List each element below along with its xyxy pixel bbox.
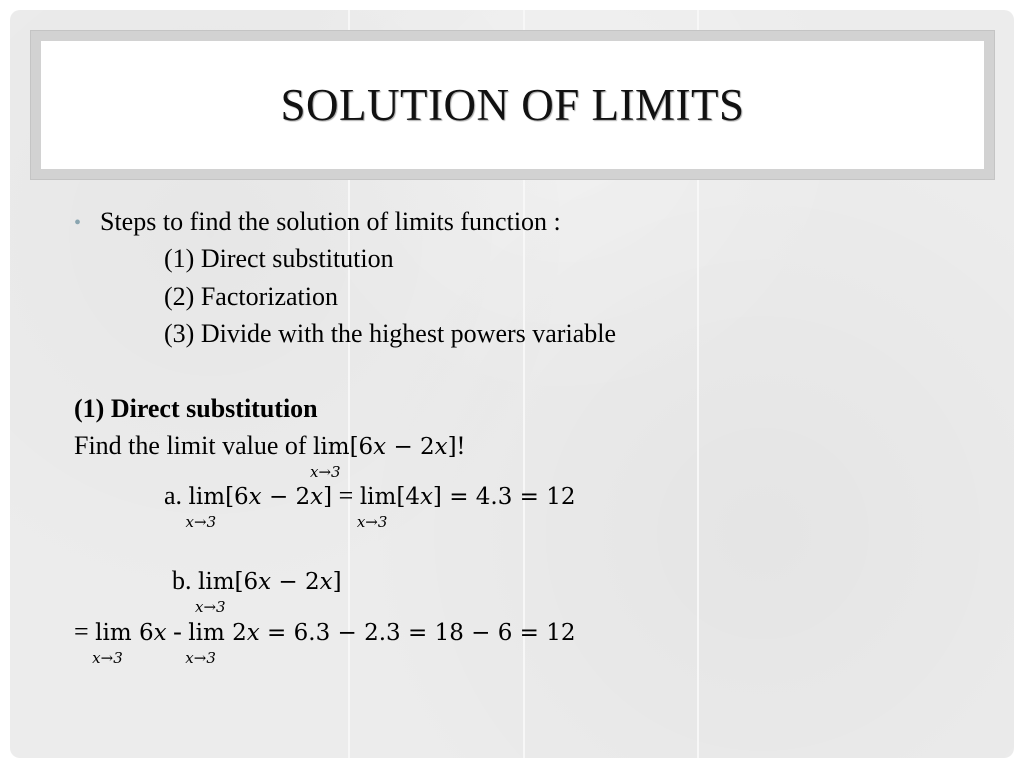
intro-text: Steps to find the solution of limits function :: [100, 207, 561, 236]
bullet-item: [74, 207, 561, 237]
lim-operator: lim x→3: [95, 618, 132, 648]
step-item: [164, 244, 394, 274]
step-text: (2) Factorization: [164, 282, 338, 311]
lim-operator: lim x→3: [188, 618, 225, 648]
limit-result: [4𝑥] = 4.3 = 12: [396, 484, 576, 510]
limit-expression: [6𝑥 − 2𝑥]: [349, 434, 457, 460]
slide-content: [10, 10, 1014, 758]
term: 6𝑥: [131, 620, 167, 646]
limit-expression: [6𝑥 − 2𝑥]: [225, 484, 333, 510]
lim-subscript: x→3: [92, 649, 123, 667]
lim-operator: lim x→3: [313, 432, 350, 462]
minus-sign: -: [166, 617, 189, 646]
section-heading: (1) Direct substitution: [74, 394, 318, 423]
part-a-label: a.: [164, 481, 189, 510]
step-item: [164, 319, 616, 349]
part-b-label: b.: [172, 566, 198, 595]
step-text: (3) Divide with the highest powers variable: [164, 319, 616, 348]
part-a: [164, 481, 576, 531]
step-item: [164, 282, 338, 312]
equals-sign: =: [332, 481, 360, 510]
slide-title: SOLUTION OF LIMITS: [280, 80, 745, 130]
slide: [10, 10, 1014, 758]
part-b: [172, 566, 342, 616]
lim-subscript: x→3: [356, 513, 388, 531]
lim-subscript: x→3: [185, 649, 216, 667]
lim-subscript: x→3: [185, 513, 217, 531]
step-text: (1) Direct substitution: [164, 244, 394, 273]
part-b-result: [74, 617, 576, 667]
lim-subscript: x→3: [310, 463, 341, 481]
lim-operator: lim x→3: [198, 567, 235, 597]
lim-operator: lim x→3: [189, 482, 226, 512]
lim-subscript: x→3: [195, 598, 226, 616]
limit-prompt: [74, 431, 466, 481]
equals-sign: =: [74, 617, 96, 646]
lim-operator: lim x→3: [360, 482, 397, 512]
prompt-prefix: Find the limit value of: [74, 431, 314, 460]
prompt-suffix: !: [456, 431, 466, 460]
limit-result: 2𝑥 = 6.3 − 2.3 = 18 − 6 = 12: [224, 620, 576, 646]
bullet-icon: •: [74, 212, 82, 234]
limit-expression: [6𝑥 − 2𝑥]: [234, 569, 342, 595]
